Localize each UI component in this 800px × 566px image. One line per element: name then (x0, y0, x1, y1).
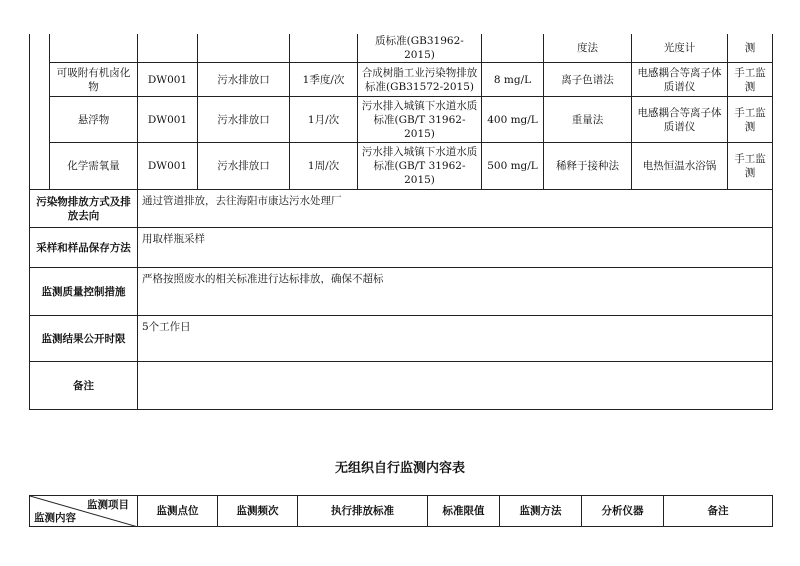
limit-cell: 500 mg/L (482, 143, 544, 190)
header-cell: 监测方法 (500, 496, 582, 527)
outlet-cell: 污水排放口 (198, 63, 290, 97)
info-value: 5个工作日 (138, 316, 773, 362)
freq-cell: 1月/次 (290, 97, 358, 143)
method-cell: 稀释于接种法 (544, 143, 632, 190)
item-cell: 化学需氧量 (50, 143, 138, 190)
instrument-cell: 光度计 (632, 34, 728, 63)
info-label: 污染物排放方式及排放去向 (30, 190, 138, 228)
info-label: 采样和样品保存方法 (30, 228, 138, 268)
method-cell: 度法 (544, 34, 632, 63)
item-cell (50, 34, 138, 63)
info-value: 用取样瓶采样 (138, 228, 773, 268)
info-row-quality (30, 268, 773, 316)
diagonal-header-cell (30, 496, 138, 527)
point-cell: DW001 (138, 143, 198, 190)
mode-cell: 测 (728, 34, 773, 63)
header-cell: 分析仪器 (582, 496, 664, 527)
point-cell: DW001 (138, 97, 198, 143)
outlet-cell (198, 34, 290, 63)
freq-cell: 1周/次 (290, 143, 358, 190)
header-row (30, 496, 773, 527)
info-label: 监测质量控制措施 (30, 268, 138, 316)
header-cell: 备注 (664, 496, 773, 527)
mode-cell: 手工监测 (728, 63, 773, 97)
info-value (138, 362, 773, 410)
outlet-cell: 污水排放口 (198, 143, 290, 190)
header-cell: 监测频次 (218, 496, 298, 527)
info-label: 监测结果公开时限 (30, 316, 138, 362)
diag-bottom-label: 监测内容 (34, 512, 76, 524)
info-label: 备注 (30, 362, 138, 410)
unorganized-monitoring-table (29, 495, 773, 527)
header-cell: 监测点位 (138, 496, 218, 527)
outlet-cell: 污水排放口 (198, 97, 290, 143)
point-cell (138, 34, 198, 63)
left-margin-cell (30, 34, 50, 190)
limit-cell (482, 34, 544, 63)
instrument-cell: 电热恒温水浴锅 (632, 143, 728, 190)
header-cell: 执行排放标准 (298, 496, 428, 527)
table-row (30, 97, 773, 143)
item-cell: 悬浮物 (50, 97, 138, 143)
method-cell: 离子色谱法 (544, 63, 632, 97)
table-row (30, 143, 773, 190)
item-cell: 可吸附有机卤化物 (50, 63, 138, 97)
limit-cell: 8 mg/L (482, 63, 544, 97)
standard-cell: 污水排入城镇下水道水质标准(GB/T 31962-2015) (358, 143, 482, 190)
instrument-cell: 电感耦合等离子体质谱仪 (632, 63, 728, 97)
instrument-cell: 电感耦合等离子体质谱仪 (632, 97, 728, 143)
freq-cell (290, 34, 358, 63)
standard-cell: 质标准(GB31962-2015) (358, 34, 482, 63)
info-row-sampling (30, 228, 773, 268)
table-row (30, 34, 773, 63)
point-cell: DW001 (138, 63, 198, 97)
water-monitoring-table (29, 34, 773, 410)
mode-cell: 手工监测 (728, 143, 773, 190)
limit-cell: 400 mg/L (482, 97, 544, 143)
info-value: 通过管道排放，去往海阳市康达污水处理厂 (138, 190, 773, 228)
mode-cell: 手工监测 (728, 97, 773, 143)
info-row-discharge (30, 190, 773, 228)
header-cell: 标准限值 (428, 496, 500, 527)
table-row (30, 63, 773, 97)
info-value: 严格按照废水的相关标准进行达标排放，确保不超标 (138, 268, 773, 316)
freq-cell: 1季度/次 (290, 63, 358, 97)
method-cell: 重量法 (544, 97, 632, 143)
standard-cell: 污水排入城镇下水道水质标准(GB/T 31962-2015) (358, 97, 482, 143)
diag-top-label: 监测项目 (87, 499, 129, 511)
info-row-remarks (30, 362, 773, 410)
section-title: 无组织自行监测内容表 (334, 461, 465, 476)
info-row-publication (30, 316, 773, 362)
standard-cell: 合成树脂工业污染物排放标准(GB31572-2015) (358, 63, 482, 97)
